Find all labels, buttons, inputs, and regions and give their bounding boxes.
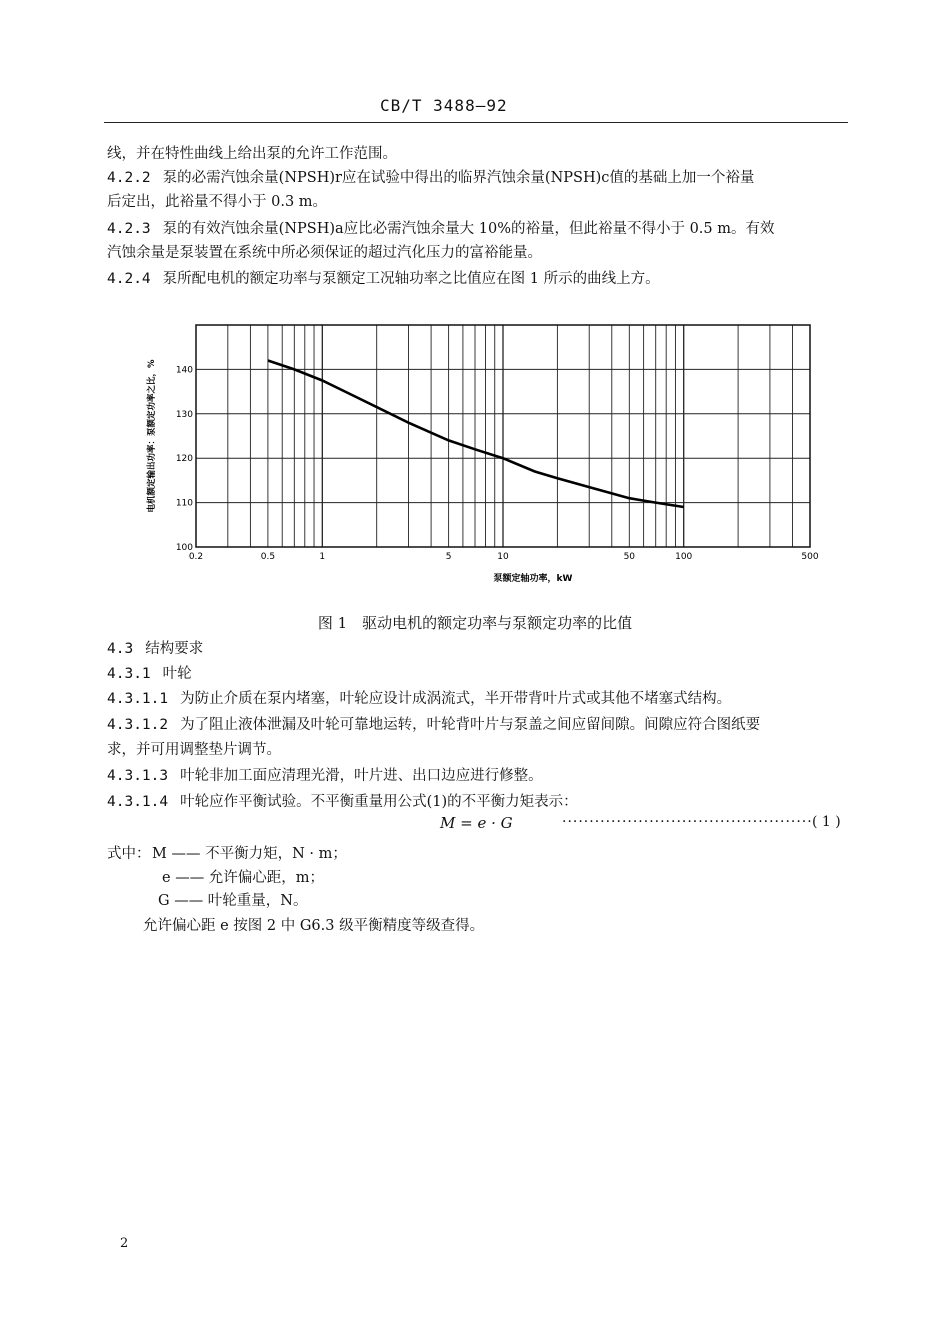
paragraph-text: 为了阻止液体泄漏及叶轮可靠地运转，叶轮背叶片与泵盖之间应留间隙。间隙应符合图纸要: [180, 717, 761, 733]
section-heading: [107, 637, 849, 661]
clause-number: 4.3.1.4: [107, 794, 169, 810]
y-axis-label: 电机额定输出功率：泵额定功率之比，%: [147, 359, 157, 513]
clause-number: 4.3.1.1: [107, 691, 169, 707]
paragraph: [107, 713, 849, 737]
section-heading: [107, 662, 849, 686]
clause-number: 4.2.3: [107, 221, 151, 237]
page-number: 2: [120, 1236, 129, 1251]
clause-number: 4.3.1.3: [107, 768, 169, 784]
y-tick-label: 110: [175, 498, 193, 509]
x-axis-label: 泵额定轴功率，kW: [493, 574, 573, 584]
paragraph: [107, 190, 849, 214]
legend-item-M: M —— 不平衡力矩，N · m；: [152, 846, 347, 862]
figure-caption: 图 1 驱动电机的额定功率与泵额定功率的比值: [317, 614, 633, 632]
y-tick-label: 130: [175, 409, 193, 420]
clause-number: 4.3.1: [107, 666, 151, 682]
paragraph: [107, 267, 849, 291]
x-tick-label: 100: [675, 552, 693, 562]
paragraph-text: 叶轮非加工面应清理光滑，叶片进、出口边应进行修整。: [180, 768, 543, 784]
x-tick-label: 1: [319, 552, 326, 562]
paragraph: [107, 687, 849, 711]
header-rule: [104, 122, 848, 123]
x-tick-label: 500: [801, 552, 819, 562]
paragraph-text: 后定出，此裕量不得小于 0.3 m。: [107, 194, 328, 210]
paragraph-text: 线，并在特性曲线上给出泵的允许工作范围。: [107, 146, 397, 162]
ratio-curve: [268, 361, 684, 508]
x-tick-label: 5: [445, 552, 452, 562]
paragraph: [107, 738, 849, 762]
document-code: CB/T 3488—92: [380, 96, 508, 115]
formula: M = e · G: [440, 814, 513, 832]
paragraph: [107, 217, 849, 241]
paragraph-text: 泵的有效汽蚀余量(NPSH)a应比必需汽蚀余量大 10%的裕量，但此裕量不得小于 0.5 m。有效: [162, 221, 775, 237]
paragraph-text: 为防止介质在泵内堵塞，叶轮应设计成涡流式，半开带背叶片式或其他不堵塞式结构。: [180, 691, 732, 707]
clause-number: 4.3: [107, 641, 134, 657]
paragraph: [107, 241, 849, 265]
clause-number: 4.3.1.2: [107, 717, 169, 733]
heading-text: 结构要求: [145, 641, 204, 657]
paragraph-text: 泵的必需汽蚀余量(NPSH)r应在试验中得出的临界汽蚀余量(NPSH)c值的基础上加一个裕量: [162, 170, 755, 186]
clause-number: 4.2.2: [107, 170, 151, 186]
y-tick-label: 140: [175, 365, 193, 376]
paragraph-text: 泵所配电机的额定功率与泵额定工况轴功率之比值应在图 1 所示的曲线上方。: [162, 271, 660, 287]
paragraph: 允许偏心距 e 按图 2 中 G6.3 级平衡精度等级查得。: [143, 918, 485, 934]
power-ratio-chart: [140, 315, 820, 595]
formula-leader-dots: ··············································: [562, 814, 813, 830]
paragraph-text: 叶轮应作平衡试验。不平衡重量用公式(1)的不平衡力矩表示：: [180, 794, 578, 810]
formula-number: ( 1 ): [812, 814, 841, 830]
paragraph-text: 求，并可用调整垫片调节。: [107, 742, 281, 758]
y-tick-label: 100: [175, 543, 193, 553]
x-tick-label: 0.2: [188, 552, 204, 562]
paragraph: [107, 790, 849, 814]
x-tick-label: 50: [623, 552, 636, 562]
paragraph: [107, 764, 849, 788]
x-tick-label: 0.5: [260, 552, 276, 562]
legend-item-G: G —— 叶轮重量，N。: [158, 893, 308, 909]
y-tick-label: 120: [175, 454, 193, 465]
paragraph: [107, 166, 849, 190]
heading-text: 叶轮: [162, 666, 192, 682]
clause-number: 4.2.4: [107, 271, 151, 287]
legend-intro: 式中：: [107, 846, 151, 862]
legend-item-e: e —— 允许偏心距，m；: [162, 870, 325, 886]
paragraph-text: 汽蚀余量是泵装置在系统中所必须保证的超过汽化压力的富裕能量。: [107, 245, 542, 261]
paragraph: [107, 142, 849, 166]
x-tick-label: 10: [497, 552, 509, 562]
